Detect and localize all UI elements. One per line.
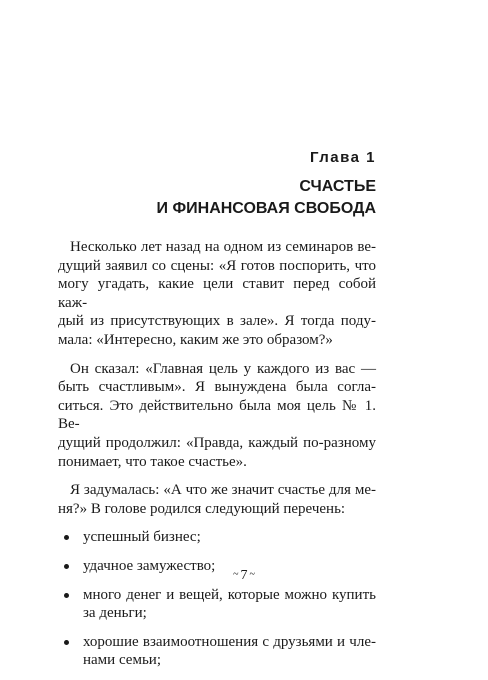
bullet-icon: [64, 640, 69, 645]
ornament-right-icon: ~: [249, 569, 255, 580]
paragraph: [58, 360, 376, 472]
ornament-left-icon: ~: [233, 569, 239, 580]
text-line: нами семьи;: [83, 652, 161, 669]
chapter-title-line: И ФИНАНСОВАЯ СВОБОДА: [156, 200, 376, 217]
text-line: много денег и вещей, которые можно купить: [83, 586, 376, 603]
text-line: дущий продолжил: «Правда, каждый по-разному: [58, 434, 376, 451]
text-line: дущий заявил со сцены: «Я готов поспорить, что: [58, 257, 376, 274]
text-line: понимает, что такое счастье».: [58, 453, 247, 470]
text-line: могу угадать, какие цели ставит перед собой каж-: [58, 276, 376, 311]
text-line: Несколько лет назад на одном из семинаров ве-: [70, 239, 376, 255]
paragraph: [58, 481, 376, 518]
text-line: успешный бизнес;: [83, 529, 201, 546]
list-item: [58, 528, 376, 547]
chapter-title-line: СЧАСТЬЕ: [299, 178, 376, 195]
bullet-icon: [64, 535, 69, 540]
chapter-title: [157, 176, 376, 220]
text-line: дый из присутствующих в зале». Я тогда поду-: [58, 313, 376, 330]
text-line: быть счастливым». Я вынуждена была согла-: [58, 379, 376, 396]
text-line: ситься. Это действительно была моя цель № 1. Ве-: [58, 397, 376, 433]
page-number: [0, 568, 488, 584]
text-line: мала: «Интересно, каким же это образом?»: [58, 331, 333, 348]
list-item: [58, 633, 376, 670]
text-line: ня?» В голове родился следующий перечень:: [58, 500, 346, 517]
text-line: Он сказал: «Главная цель у каждого из вас —: [70, 360, 376, 377]
page-number-value: 7: [240, 568, 248, 583]
text-line: удачное замужество;: [83, 557, 216, 574]
chapter-label: Глава 1: [309, 149, 376, 166]
list-item: [58, 586, 376, 623]
body-text: [58, 238, 376, 680]
bullet-list: [58, 528, 376, 670]
bullet-icon: [64, 593, 69, 598]
paragraph: [58, 238, 376, 350]
text-line: хорошие взаимоотношения с друзьями и чле-: [83, 633, 376, 650]
text-line: Я задумалась: «А что же значит счастье для ме-: [70, 482, 376, 499]
text-line: за деньги;: [83, 605, 147, 622]
